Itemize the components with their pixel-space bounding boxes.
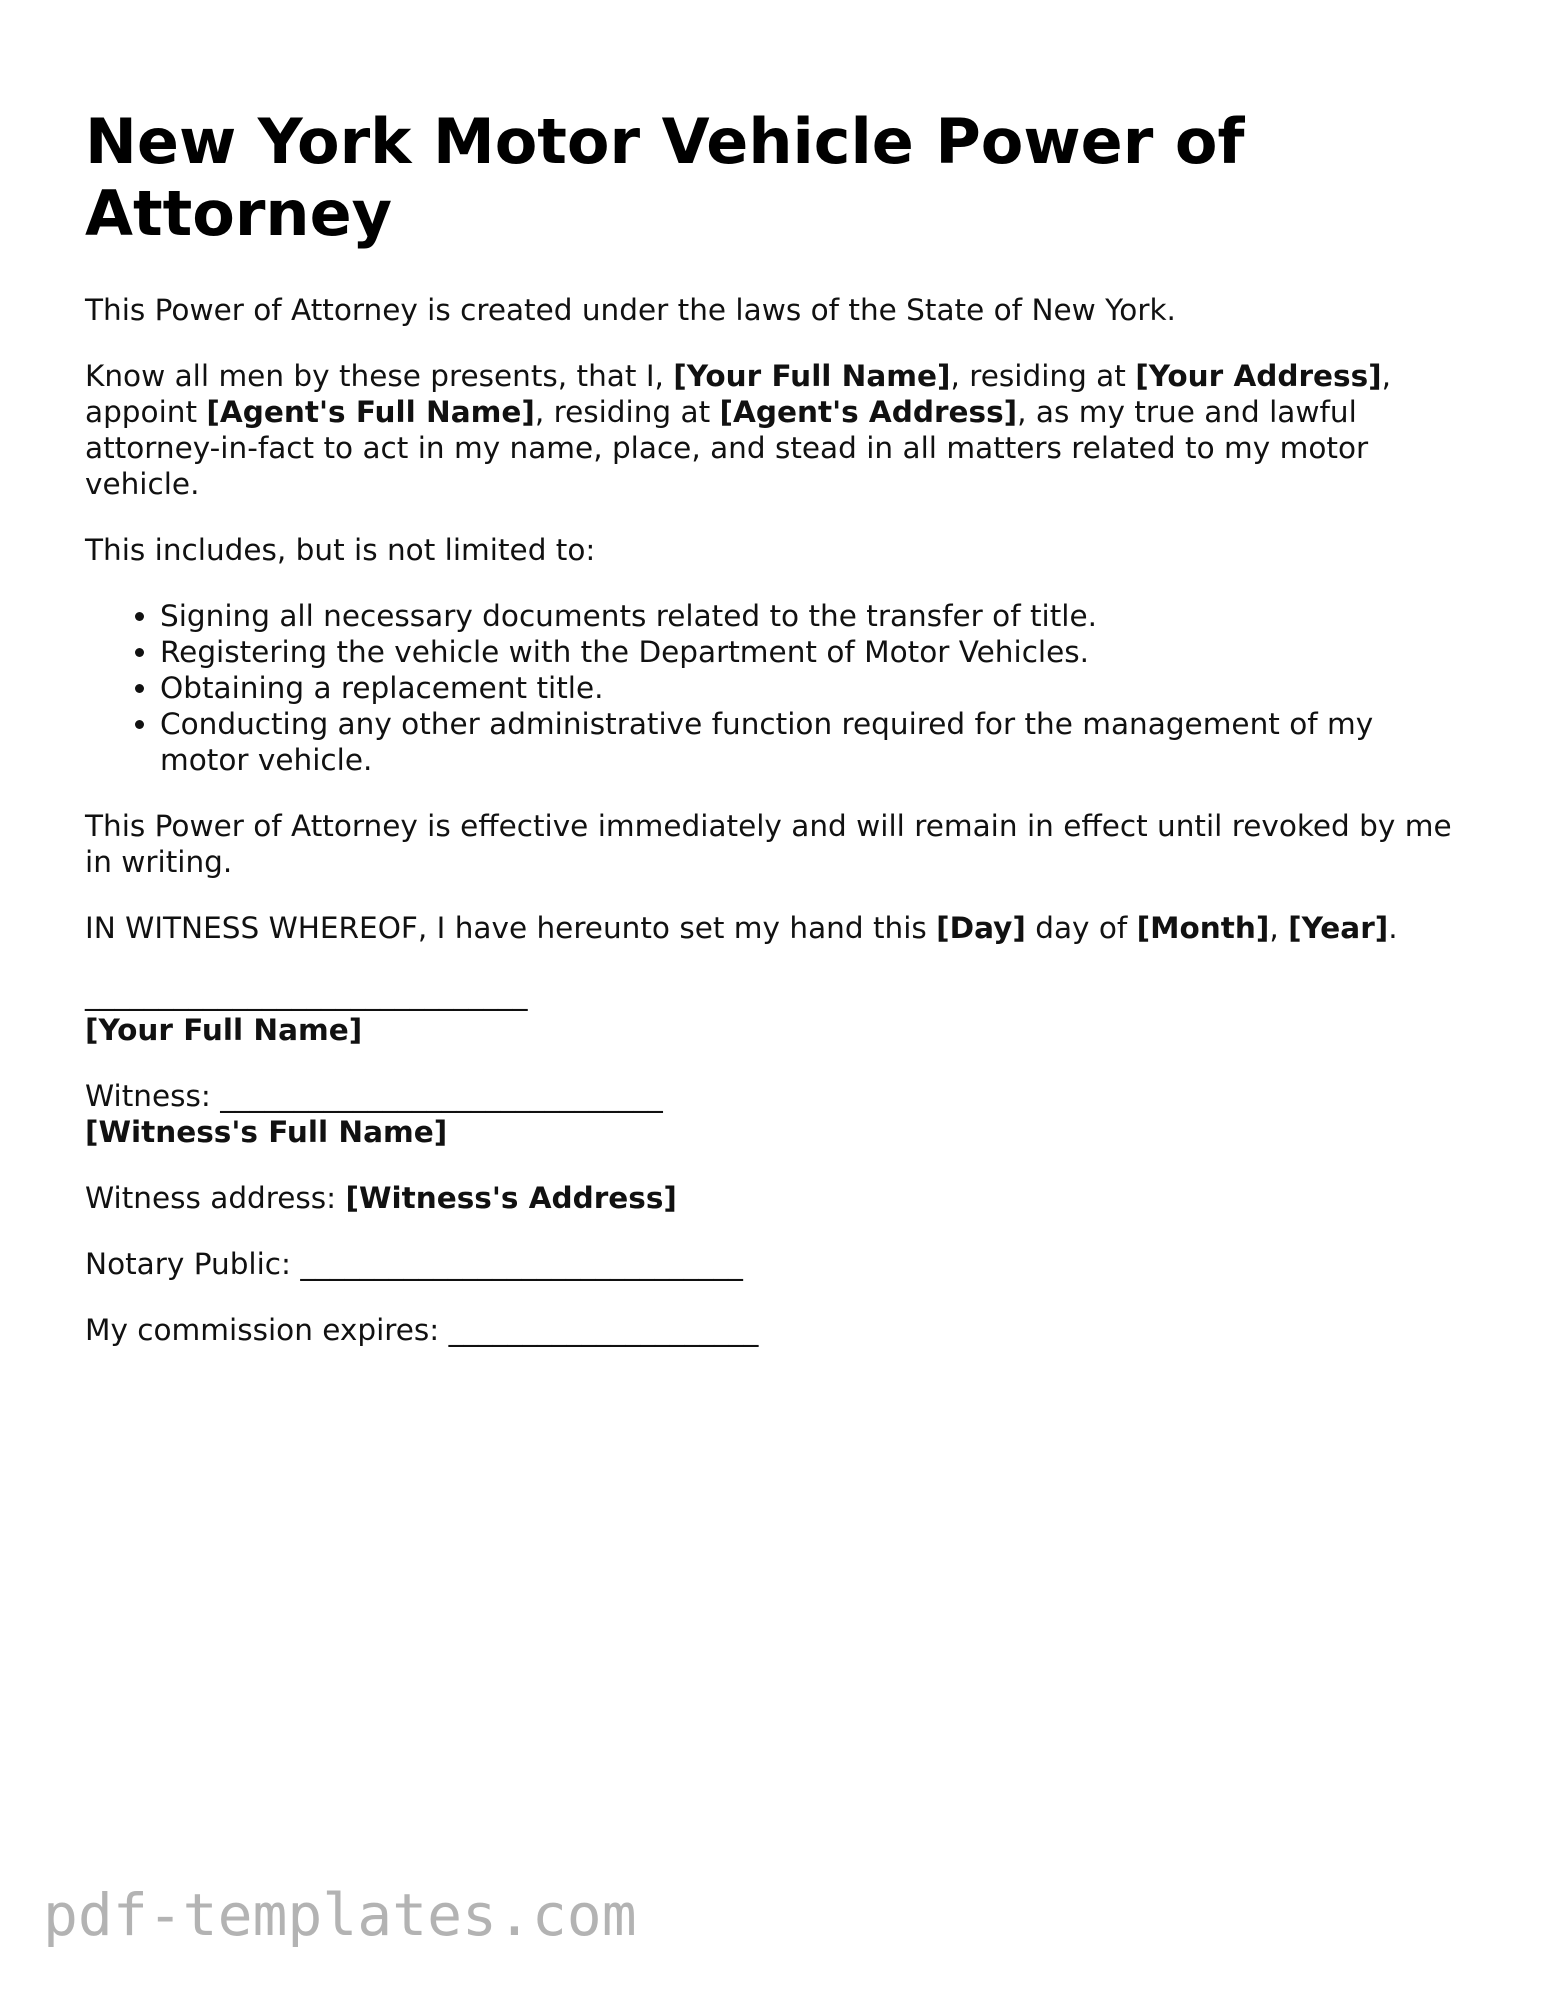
witness-clause-text-4: . — [1388, 911, 1398, 945]
commission-label: My commission expires: — [85, 1313, 449, 1347]
appointment-text-4: , residing at — [534, 395, 720, 429]
signature-block — [85, 976, 1465, 1048]
notary-row — [85, 1246, 1465, 1282]
witness-address-row — [85, 1180, 1465, 1216]
document-page — [85, 100, 1465, 1378]
month-placeholder: [Month] — [1136, 911, 1270, 945]
notary-signature-line[interactable]: ______________________________ — [300, 1247, 743, 1281]
power-item: • Registering the vehicle with the Department of Motor Vehicles. — [160, 634, 1465, 670]
witness-clause — [85, 910, 1465, 946]
witness-clause-text-2: day of — [1025, 911, 1137, 945]
includes-intro: This includes, but is not limited to: — [85, 533, 596, 567]
appointment-text-5: , as my true and lawful attorney-in-fact to act in my name, place, and stead in all matters related to my motor vehicle. — [85, 395, 1369, 501]
witness-name-placeholder: [Witness's Full Name] — [85, 1115, 448, 1149]
agent-name-placeholder: [Agent's Full Name] — [206, 395, 535, 429]
witness-clause-text-3: , — [1269, 911, 1289, 945]
appointment-text-1: Know all men by these presents, that I, — [85, 359, 674, 393]
witness-address-label: Witness address: — [85, 1181, 346, 1215]
witness-name-row — [85, 1114, 1465, 1150]
document-title: New York Motor Vehicle Power of Attorney — [85, 105, 1245, 250]
watermark: pdf-templates.com — [43, 1881, 637, 1949]
signature-name: [Your Full Name] — [85, 1013, 363, 1047]
powers-list — [85, 598, 1465, 778]
principal-name-placeholder: [Your Full Name] — [673, 359, 951, 393]
agent-address-placeholder: [Agent's Address] — [719, 395, 1018, 429]
witness-clause-text-1: IN WITNESS WHEREOF, I have hereunto set my hand this — [85, 911, 937, 945]
principal-address-placeholder: [Your Address] — [1135, 359, 1382, 393]
signature-line[interactable]: ______________________________ — [85, 977, 528, 1011]
notary-label: Notary Public: — [85, 1247, 301, 1281]
appointment-paragraph — [85, 358, 1465, 502]
effective-paragraph: This Power of Attorney is effective immediately and will remain in effect until revoked by me in writing. — [85, 809, 1452, 879]
power-item: • Obtaining a replacement title. — [160, 670, 1465, 706]
witness-block — [85, 1078, 1465, 1150]
power-item: • Signing all necessary documents related to the transfer of title. — [160, 598, 1465, 634]
witness-label: Witness: — [85, 1079, 221, 1113]
commission-row — [85, 1312, 1465, 1348]
day-placeholder: [Day] — [936, 911, 1026, 945]
appointment-text-3: , appoint — [85, 359, 1392, 429]
signature-name-placeholder — [85, 1012, 1465, 1048]
intro-paragraph: This Power of Attorney is created under the laws of the State of New York. — [85, 293, 1176, 327]
power-item: • Conducting any other administrative function required for the management of my motor vehicle. — [160, 706, 1465, 778]
witness-signature-row — [85, 1078, 1465, 1114]
year-placeholder: [Year] — [1288, 911, 1389, 945]
witness-address-placeholder: [Witness's Address] — [345, 1181, 677, 1215]
commission-expiry-line[interactable]: _____________________ — [448, 1313, 759, 1347]
witness-signature-line[interactable]: ______________________________ — [220, 1079, 663, 1113]
appointment-text-2: , residing at — [950, 359, 1136, 393]
